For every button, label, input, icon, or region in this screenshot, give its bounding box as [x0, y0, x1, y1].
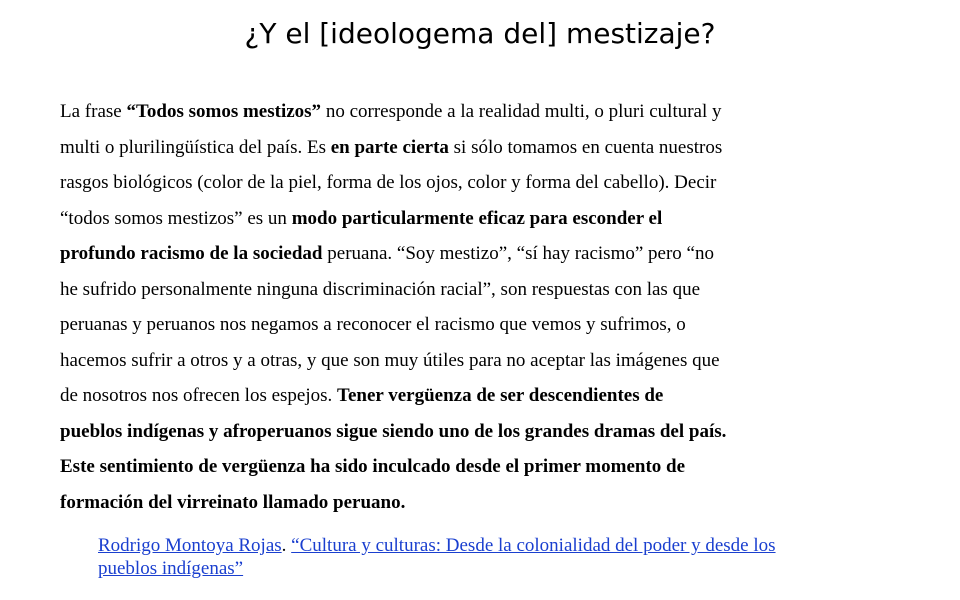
quote-bold-segment: profundo racismo de la sociedad — [60, 243, 323, 264]
quote-line — [60, 449, 905, 485]
quote-text-segment: he sufrido personalmente ninguna discriminación racial”, son respuestas con las que — [60, 278, 700, 300]
quote-line — [60, 236, 905, 272]
quote-line — [60, 378, 905, 414]
quote-text-segment: no corresponde a la realidad multi, o pluri cultural y — [321, 101, 722, 122]
quote-line — [60, 343, 905, 379]
slide-title: ¿Y el [ideologema del] mestizaje? — [244, 17, 716, 50]
citation-line-2 — [98, 557, 918, 580]
quote-text-segment: rasgos biológicos (color de la piel, forma de los ojos, color y forma del cabello). Decir — [60, 172, 717, 193]
quote-bold-segment: modo particularmente eficaz para esconder el — [291, 207, 663, 229]
quote-text-segment: multi o plurilingüística del país. Es — [60, 136, 331, 158]
quote-bold-segment: Este sentimiento de vergüenza ha sido inculcado desde el primer momento de — [60, 456, 686, 477]
quote-line — [60, 414, 905, 450]
quote-text-segment: hacemos sufrir a otros y a otras, y que son muy útiles para no aceptar las imágenes que — [60, 349, 720, 371]
source-title-link-continued[interactable]: pueblos indígenas” — [98, 558, 244, 579]
quote-text-segment: peruana. “Soy mestizo”, “sí hay racismo” pero “no — [322, 243, 714, 264]
quote-bold-segment: “Todos somos mestizos” — [126, 101, 322, 122]
quote-line — [60, 201, 905, 237]
quote-line — [60, 272, 905, 308]
quote-line — [60, 485, 905, 521]
quote-bold-segment: Tener vergüenza de ser descendientes de — [337, 385, 664, 406]
quote-bold-segment: en parte cierta — [330, 136, 449, 158]
quote-text-segment: si sólo tomamos en cuenta nuestros — [448, 136, 723, 158]
quote-text-segment: peruanas y peruanos nos negamos a reconocer el racismo que vemos y sufrimos, o — [60, 314, 686, 335]
quote-line — [60, 307, 905, 343]
source-title-link[interactable]: “Cultura y culturas: Desde la colonialidad del poder y desde los — [291, 535, 776, 556]
quote-text-segment: de nosotros nos ofrecen los espejos. — [60, 385, 338, 406]
quote-text-segment: “todos somos mestizos” es un — [60, 207, 292, 229]
citation — [98, 534, 918, 580]
quote-bold-segment: pueblos indígenas y afroperuanos sigue siendo uno de los grandes dramas del país. — [60, 420, 727, 442]
author-link[interactable]: Rodrigo Montoya Rojas — [98, 535, 282, 556]
quote-paragraph — [60, 94, 905, 520]
quote-line — [60, 165, 905, 201]
quote-text-segment: La frase — [60, 101, 127, 122]
citation-separator: . — [281, 535, 292, 556]
quote-line — [60, 130, 905, 166]
quote-line — [60, 94, 905, 130]
citation-line-1 — [98, 534, 918, 557]
quote-bold-segment: formación del virreinato llamado peruano. — [60, 491, 406, 513]
